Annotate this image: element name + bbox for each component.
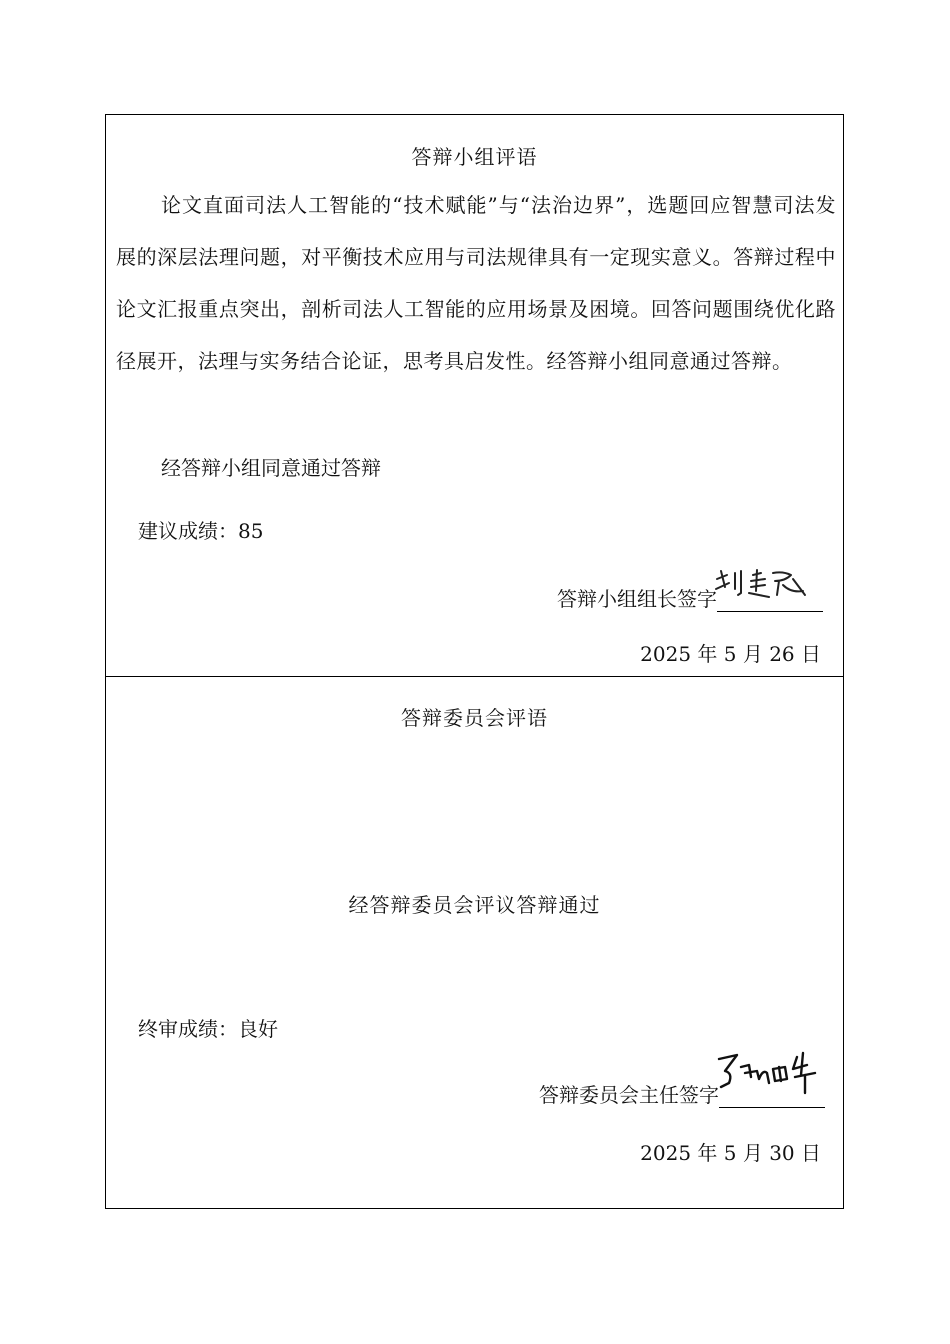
- group-signature-row: [557, 583, 823, 612]
- committee-decision-text: 经答辩委员会评议答辩通过: [348, 893, 601, 917]
- committee-date: 2025 年 5 月 30 日: [640, 1141, 821, 1165]
- committee-signature-line: [719, 1085, 825, 1108]
- group-signature-label: 答辩小组组长签字: [557, 587, 717, 611]
- group-comment-section: [106, 115, 843, 677]
- group-signature-line: [717, 589, 823, 612]
- final-grade-value: 良好: [238, 1017, 278, 1041]
- committee-section-title: 答辩委员会评语: [401, 706, 548, 730]
- suggested-grade-label: 建议成绩：: [138, 519, 238, 543]
- committee-signature-row: [539, 1079, 825, 1108]
- suggested-grade-value: 85: [238, 519, 264, 543]
- group-section-title: 答辩小组评语: [411, 145, 538, 169]
- suggested-grade: [138, 515, 263, 544]
- committee-signature-label: 答辩委员会主任签字: [539, 1083, 719, 1107]
- group-decision-text: 经答辩小组同意通过答辩: [161, 456, 381, 480]
- group-leader-signature: [713, 567, 825, 607]
- group-comment-text: 论文直面司法人工智能的“技术赋能”与“法治边界”，选题回应智慧司法发展的深层法理问题，对平衡技术应用与司法规律具有一定现实意义。答辩过程中论文汇报重点突出，剖析司法人工智能的应用场景及困境。回答问题围绕优化路径展开，法理与实务结合论证，思考具启发性。经答辩小组同意通过答辩。: [116, 193, 836, 373]
- final-grade: [138, 1013, 278, 1042]
- committee-chair-signature: [715, 1049, 831, 1099]
- defense-evaluation-form: [105, 114, 844, 1209]
- group-date: 2025 年 5 月 26 日: [640, 642, 821, 666]
- final-grade-label: 终审成绩：: [138, 1017, 238, 1041]
- committee-comment-section: [106, 677, 843, 1208]
